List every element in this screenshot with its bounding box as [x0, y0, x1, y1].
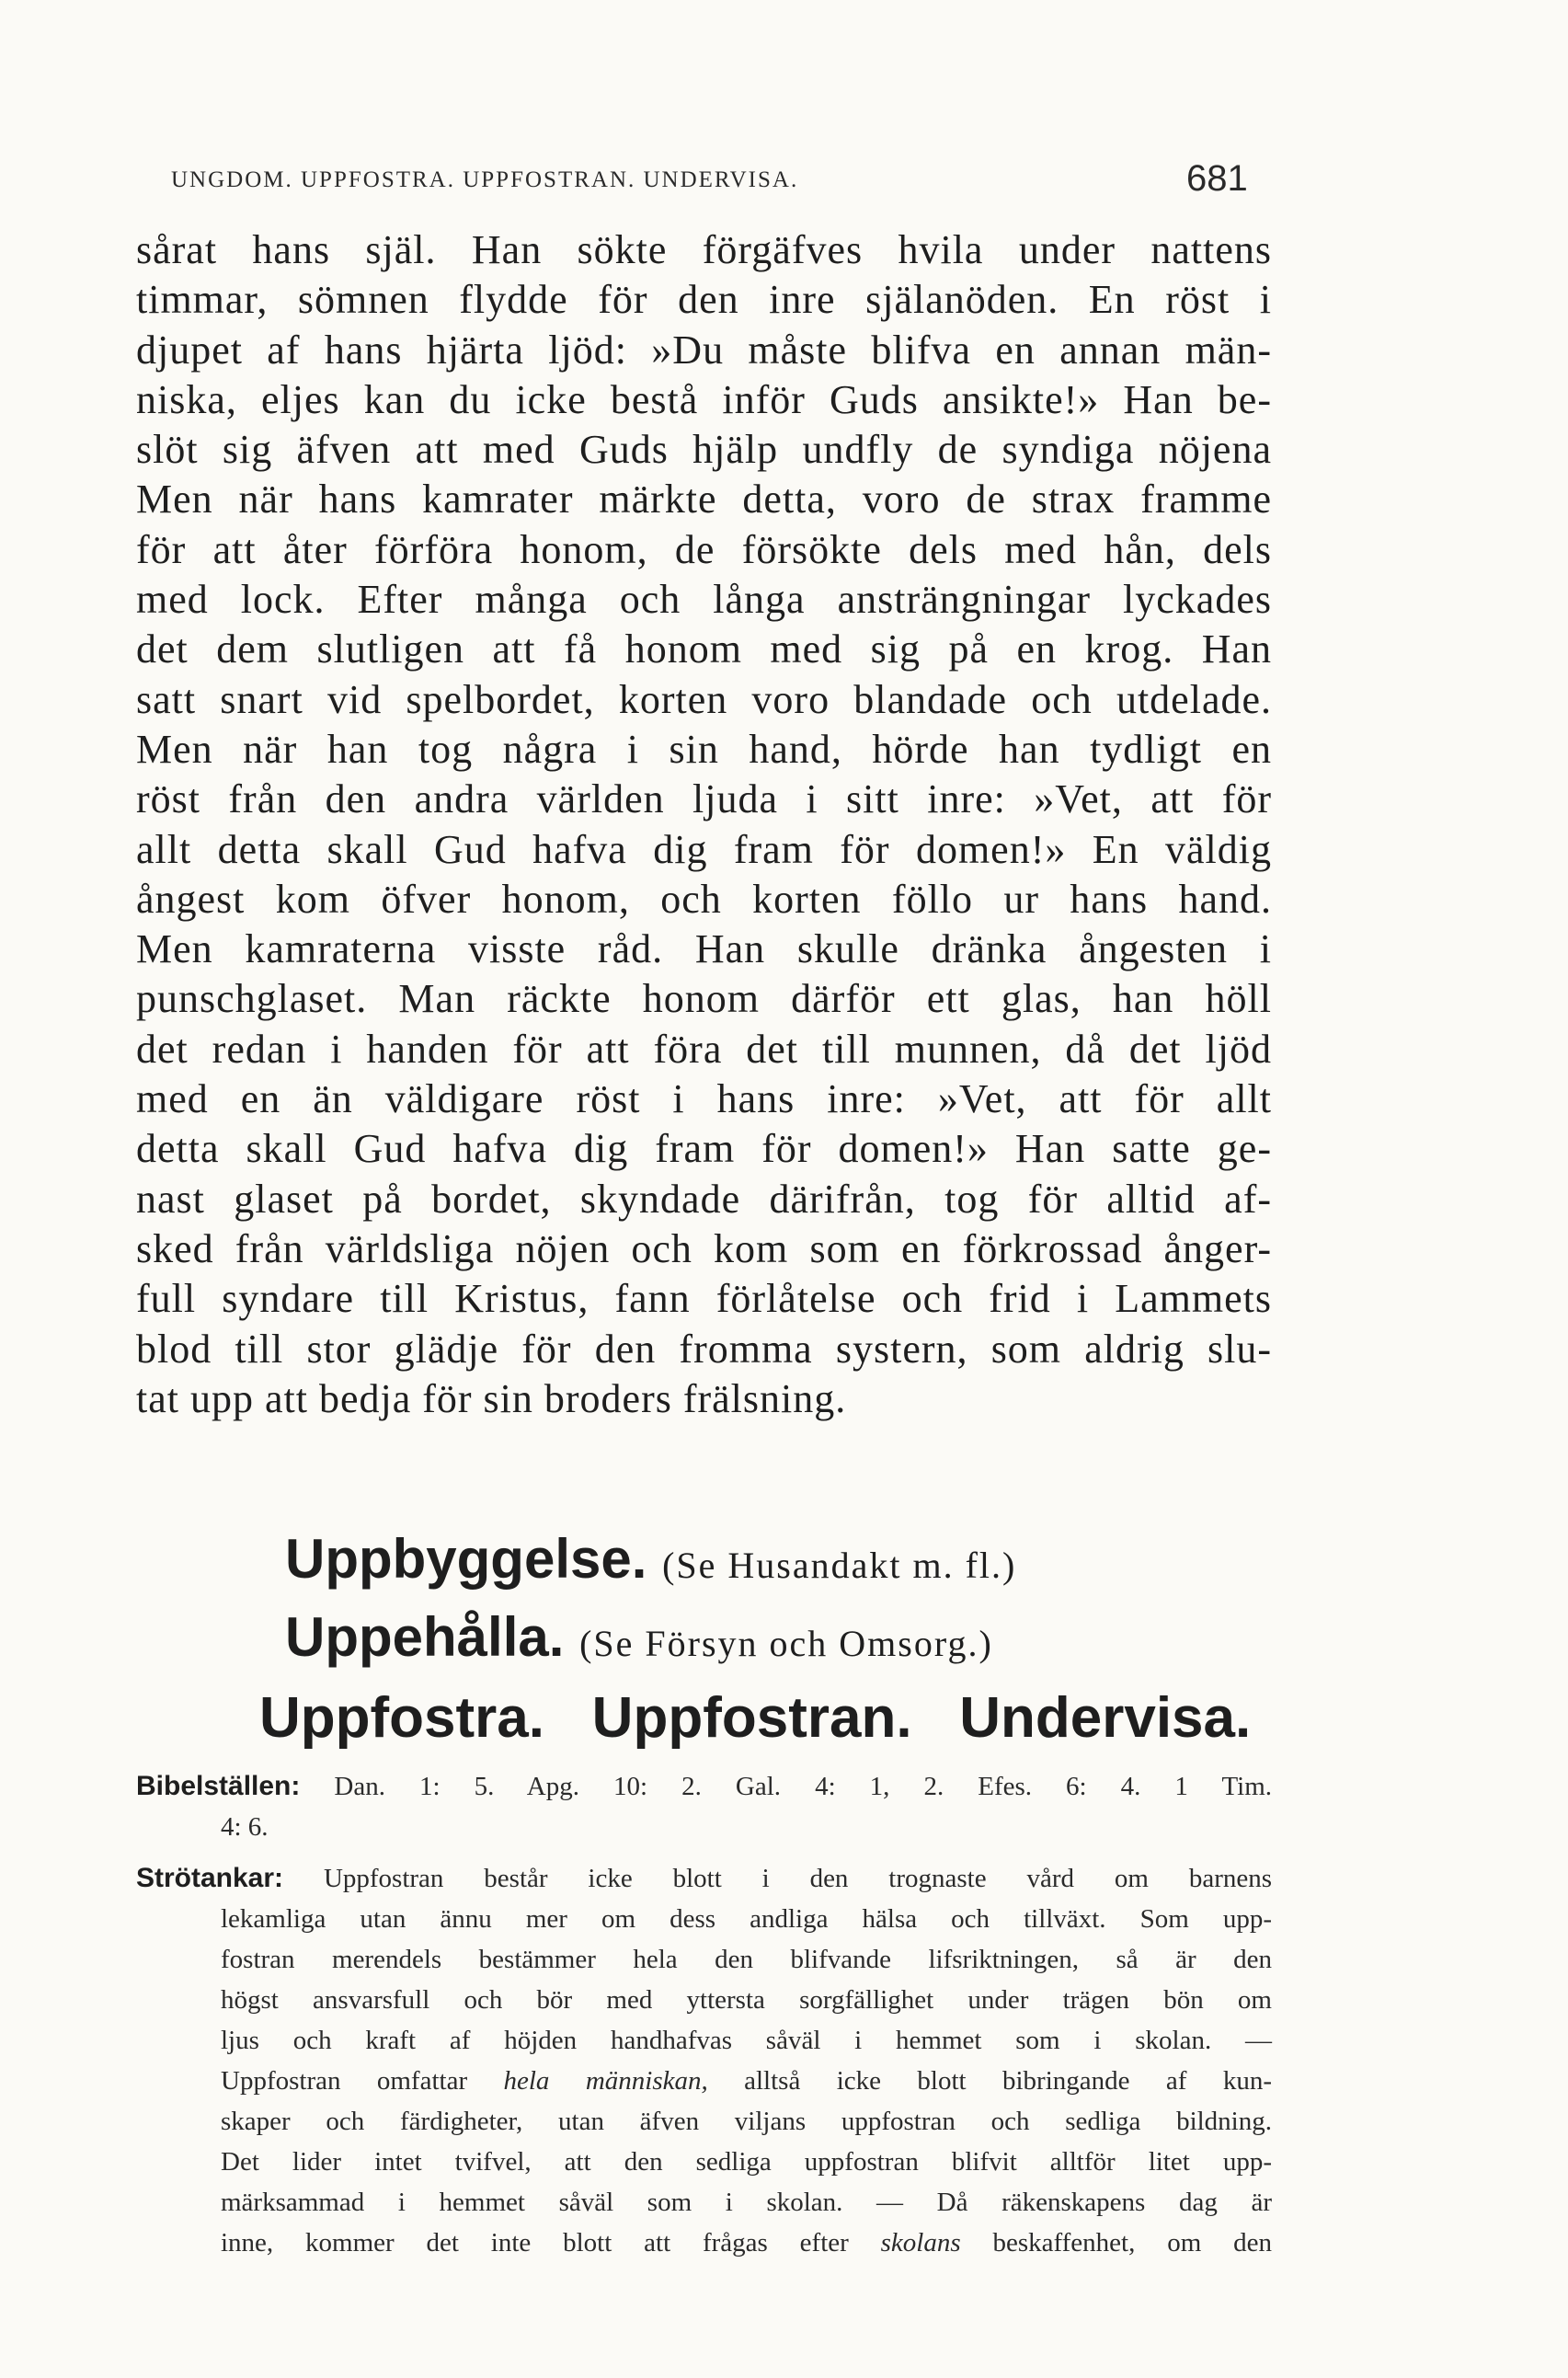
bible-line — [136, 1766, 1272, 1807]
bible-references — [136, 1766, 1272, 1847]
text-line: sked från världsliga nöjen och kom som en förkrossad ånger- — [136, 1225, 1272, 1271]
text-line: med lock. Efter många och långa ansträngningar lyckades — [136, 577, 1272, 623]
text-line: med en än väldigare röst i hans inre: »Vet, att för allt — [136, 1076, 1272, 1122]
text-line: timmar, sömnen flydde för den inre själanöden. En röst i — [136, 277, 1272, 323]
strotankar — [136, 1858, 1272, 2263]
thought-text: alltså icke blott bibringande af kun- — [707, 2066, 1272, 2096]
text-line: satt snart vid spelbordet, korten voro blandade och utdelade. — [136, 676, 1272, 722]
thought-text: Uppfostran består icke blott i den trognaste vård om barnens — [323, 1864, 1273, 1893]
text-line: sårat hans själ. Han sökte förgäfves hvila under nattens — [136, 227, 1272, 272]
text-line: tat upp att bedja för sin broders frälsning. — [136, 1375, 847, 1421]
thought-line — [136, 2223, 1272, 2263]
entry-heading-uppehalla — [285, 1605, 993, 1669]
text-line: detta skall Gud hafva dig fram för domen!» Han satte ge- — [136, 1126, 1272, 1172]
thought-line — [136, 2061, 1272, 2101]
text-line: för att åter förföra honom, de försökte dels med hån, dels — [136, 526, 1272, 572]
text-line: nast glaset på bordet, skyndade därifrån, tog för alltid af- — [136, 1176, 1272, 1222]
thought-line: lekamliga utan ännu mer om dess andliga hälsa och tillväxt. Som upp- — [221, 1904, 1272, 1934]
thought-line: högst ansvarsfull och bör med yttersta sorgfällighet under trägen bön om — [221, 1985, 1272, 2015]
entry-title: Uppbyggelse. — [285, 1528, 647, 1590]
text-line: det redan i handen för att föra det till munnen, då det ljöd — [136, 1026, 1272, 1072]
text-line: full syndare till Kristus, fann förlåtelse och frid i Lammets — [136, 1276, 1272, 1322]
text-line: Men kamraterna visste råd. Han skulle dränka ångesten i — [136, 926, 1272, 972]
body-text — [136, 225, 1272, 1424]
text-line: ångest kom öfver honom, och korten föllo ur hans hand. — [136, 876, 1272, 922]
thought-text: Uppfostran omfattar — [221, 2066, 504, 2096]
text-line: djupet af hans hjärta ljöd: »Du måste blifva en annan män- — [136, 327, 1272, 373]
entry-reference: (Se Försyn och Omsorg.) — [579, 1623, 993, 1664]
thought-line — [136, 1858, 1272, 1899]
thought-line: fostran merendels bestämmer hela den blifvande lifsriktningen, så är den — [221, 1945, 1272, 1974]
bible-line: 4: 6. — [221, 1812, 269, 1842]
text-line: allt detta skall Gud hafva dig fram för domen!» En väldig — [136, 826, 1272, 872]
emphasis-text: skolans — [880, 2228, 961, 2257]
main-heading: Uppfostra. Uppfostran. Undervisa. — [259, 1686, 1252, 1750]
running-title: UNGDOM. UPPFOSTRA. UPPFOSTRAN. UNDERVISA. — [171, 167, 799, 192]
bible-label: Bibelställen: — [136, 1771, 301, 1801]
strotankar-label: Strötankar: — [136, 1863, 284, 1893]
text-line: Men när han tog några i sin hand, hörde han tydligt en — [136, 726, 1272, 772]
text-line: niska, eljes kan du icke bestå inför Guds ansikte!» Han be- — [136, 376, 1272, 422]
page-number: 681 — [1186, 158, 1248, 199]
thought-line: Det lider intet tvifvel, att den sedliga uppfostran blifvit alltför litet upp- — [221, 2147, 1272, 2177]
entry-reference: (Se Husandakt m. fl.) — [662, 1545, 1017, 1586]
thought-line: skaper och färdigheter, utan äfven viljans uppfostran och sedliga bildning. — [221, 2107, 1272, 2136]
text-line: blod till stor glädje för den fromma systern, som aldrig slu- — [136, 1326, 1272, 1372]
bible-verses: Dan. 1: 5. Apg. 10: 2. Gal. 4: 1, 2. Efes. 6: 4. 1 Tim. — [334, 1772, 1273, 1801]
entry-heading-uppbyggelse — [285, 1527, 1016, 1591]
entry-title: Uppehålla. — [285, 1606, 565, 1668]
thought-line: ljus och kraft af höjden handhafvas såväl i hemmet som i skolan. — — [221, 2026, 1272, 2055]
text-line: röst från den andra världen ljuda i sitt inre: »Vet, att för — [136, 776, 1272, 822]
thought-text: beskaffenhet, om den — [960, 2228, 1272, 2257]
text-line: Men när hans kamrater märkte detta, voro de strax framme — [136, 477, 1272, 523]
thought-text: inne, kommer det inte blott att frågas efter — [221, 2228, 881, 2257]
text-line: det dem slutligen att få honom med sig på en krog. Han — [136, 626, 1272, 672]
emphasis-text: hela människan, — [503, 2066, 708, 2096]
text-line: slöt sig äfven att med Guds hjälp undfly de syndiga nöjena — [136, 427, 1272, 473]
running-head — [171, 167, 1275, 193]
text-line: punschglaset. Man räckte honom därför ett glas, han höll — [136, 976, 1272, 1022]
thought-line: märksammad i hemmet såväl som i skolan. — Då räkenskapens dag är — [221, 2188, 1272, 2217]
